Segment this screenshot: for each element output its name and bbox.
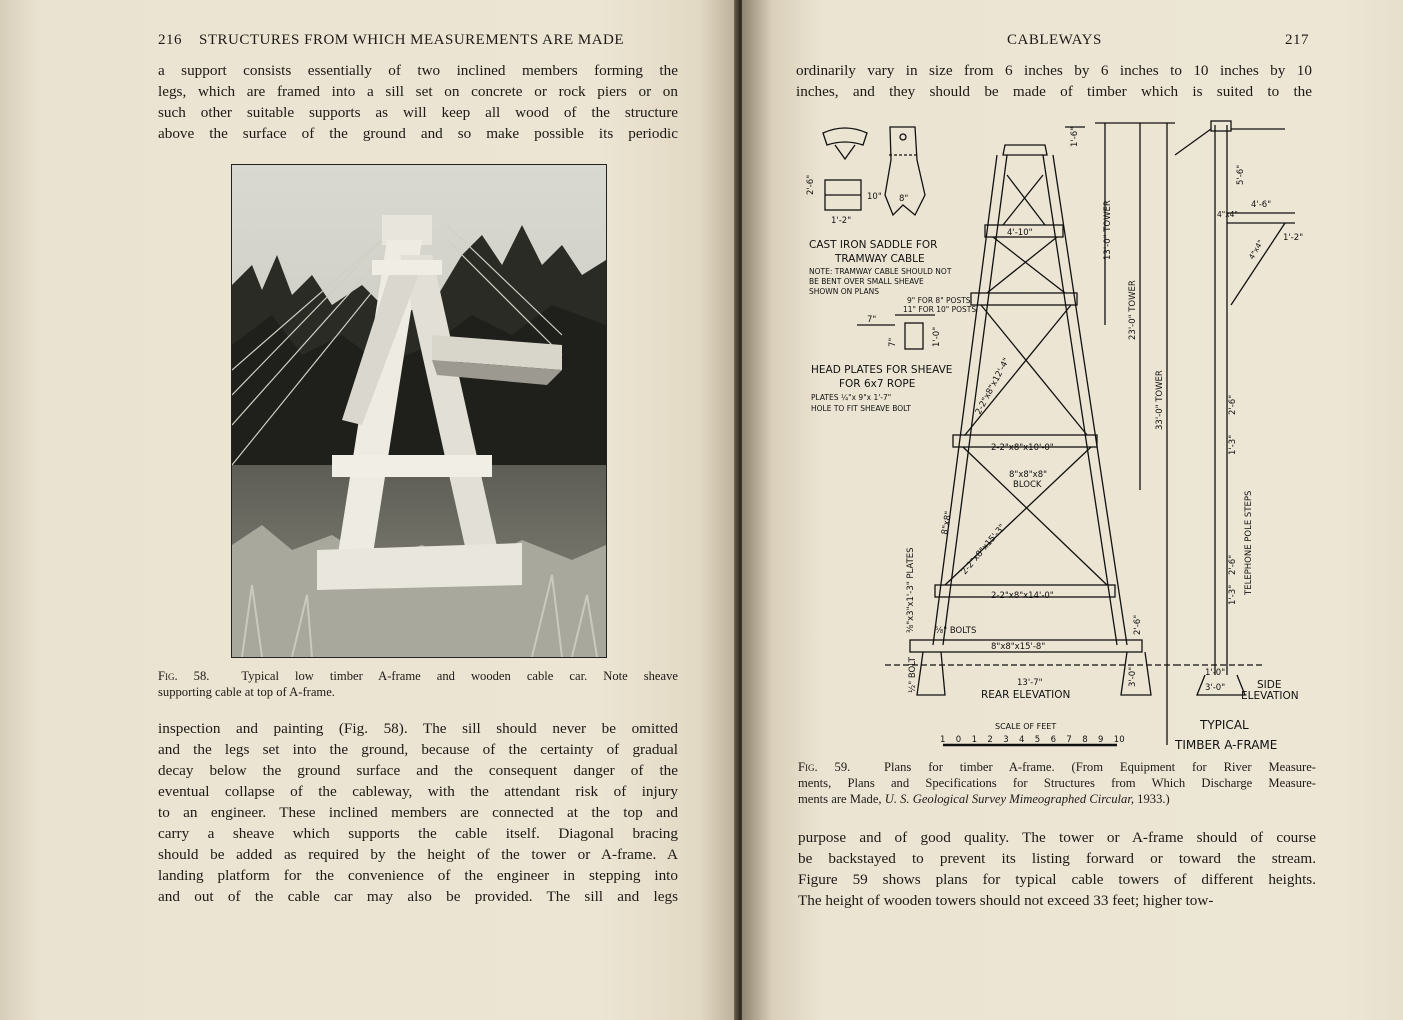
left-para-bottom — [158, 718, 678, 907]
dim-label: 4'-6" — [1251, 200, 1272, 210]
member-label: ⅝" BOLTS — [935, 626, 977, 636]
view-title: SIDE — [1257, 679, 1282, 691]
drawing-title: TRAMWAY CABLE — [835, 253, 925, 265]
dim-label: 1'-3" — [1228, 584, 1238, 605]
scale-tick-label: 2 — [987, 735, 993, 745]
drawing-note: SHOWN ON PLANS — [809, 287, 879, 296]
dim-label: 1'-2" — [831, 216, 852, 226]
text-line: eventual collapse of the cableway, with the attendant risk of injury — [158, 783, 678, 800]
drawing-title: CAST IRON SADDLE FOR — [809, 239, 938, 251]
member-label: 2-2"x8"x10'-0" — [991, 443, 1054, 453]
caption-line: Plans for timber A-frame. (From Equipment for River Measure- — [884, 760, 1317, 774]
text-line: landing platform for the convenience of the engineer in stepping into — [158, 867, 678, 884]
member-label: 8"x8"x15'-8" — [991, 642, 1046, 652]
member-label: BLOCK — [1013, 480, 1042, 490]
dim-label: 7" — [867, 315, 877, 325]
dim-label: 9" FOR 8" POSTS — [907, 296, 971, 305]
scale-tick-label: 1 — [940, 735, 946, 745]
figure-58-caption — [158, 668, 678, 700]
tower-height-label: 33'-0" TOWER — [1155, 370, 1165, 430]
scale-tick-label: 10 — [1113, 735, 1125, 745]
dim-label: 10" — [867, 192, 882, 202]
member-label: 2-2"x8"x14'-0" — [991, 591, 1054, 601]
text-line: and out of the cable car may also be provided. The sill and legs — [158, 888, 678, 905]
drawing-note: PLATES ¼"x 9"x 1'-7" — [811, 393, 892, 402]
dim-label: 1'-3" — [1228, 434, 1238, 455]
dim-label: 2'-6" — [1133, 614, 1143, 635]
text-line: inspection and painting (Fig. 58). The sill should never be omitted — [158, 720, 678, 737]
left-running-head: STRUCTURES FROM WHICH MEASUREMENTS ARE MADE — [199, 32, 625, 48]
figure-label: Fig. 59. — [798, 760, 851, 774]
view-title: REAR ELEVATION — [981, 689, 1071, 701]
timber-a-frame-plans-drawing — [795, 115, 1315, 755]
text-line: inches, and they should be made of timber which is suited to the — [796, 83, 1312, 100]
dim-label: 8" — [899, 194, 909, 204]
dim-label: 7" — [888, 337, 898, 347]
dim-label: 1'-6" — [1070, 126, 1080, 147]
text-line: and the legs set into the ground, because of the certainty of gradual — [158, 741, 678, 758]
caption-citation: U. S. Geological Survey Mimeographed Circular, — [884, 792, 1135, 806]
timber-a-frame-photo — [231, 164, 607, 658]
member-label: TELEPHONE POLE STEPS — [1244, 490, 1254, 595]
drawing-title: FOR 6x7 ROPE — [839, 378, 916, 390]
text-line: decay below the ground surface and the consequent danger of the — [158, 762, 678, 779]
dim-label: 5'-6" — [1236, 164, 1246, 185]
caption-line: Typical low timber A-frame and wooden cable car. Note sheave — [241, 669, 678, 683]
text-line: Figure 59 shows plans for typical cable towers of different heights. — [798, 871, 1316, 888]
figure-59-caption — [798, 759, 1316, 807]
tower-height-label: 13'-0" TOWER — [1103, 200, 1113, 260]
dim-label: 4'-10" — [1007, 228, 1033, 238]
dim-label: 3'-0" — [1128, 666, 1138, 687]
left-para-top — [158, 60, 678, 144]
text-line: legs, which are framed into a sill set on concrete or rock piers or on — [158, 83, 678, 100]
dim-label: 4"x4" — [1217, 210, 1238, 219]
caption-line: supporting cable at top of A-frame. — [158, 685, 335, 699]
member-label: 2-2"x8"x12'-4" — [973, 356, 1013, 417]
left-page-number: 216 — [158, 32, 182, 48]
drawing-note: BE BENT OVER SMALL SHEAVE — [809, 277, 924, 286]
text-line: The height of wooden towers should not exceed 33 feet; higher tow- — [798, 892, 1214, 909]
text-line: above the surface of the ground and so make possible its periodic — [158, 125, 678, 142]
text-line: such other suitable supports as will keep all wood of the structure — [158, 104, 678, 121]
text-line: purpose and of good quality. The tower or A-frame should of course — [798, 829, 1316, 846]
scale-tick-label: 8 — [1082, 735, 1088, 745]
drawing-title: TYPICAL — [1200, 718, 1249, 732]
text-line: carry a sheave which supports the cable itself. Diagonal bracing — [158, 825, 678, 842]
scale-title: SCALE OF FEET — [995, 722, 1057, 731]
text-line: should be added as required by the height of the tower or A-frame. A — [158, 846, 678, 863]
view-title: ELEVATION — [1241, 690, 1299, 702]
dim-label: 1'-2" — [1283, 233, 1304, 243]
drawing-title: TIMBER A-FRAME — [1175, 738, 1278, 752]
dim-label: 2'-6" — [1228, 394, 1238, 415]
drawing-note: HOLE TO FIT SHEAVE BOLT — [811, 404, 911, 413]
text-line: ordinarily vary in size from 6 inches by 6 inches to 10 inches by 10 — [796, 62, 1312, 79]
dim-label: 11" FOR 10" POSTS — [903, 305, 977, 314]
dim-label: 1'-0" — [1205, 668, 1226, 678]
photo-illustration — [232, 165, 606, 657]
member-label: ⅜"x3"x1'-3" PLATES — [906, 547, 916, 633]
scale-tick-label: 5 — [1034, 735, 1041, 745]
caption-line: ments are Made, — [798, 792, 882, 806]
text-line: be backstayed to prevent its listing forward or toward the stream. — [798, 850, 1316, 867]
right-para-top — [796, 60, 1312, 102]
scale-tick-label: 9 — [1098, 735, 1104, 745]
caption-line: 1933.) — [1137, 792, 1170, 806]
right-para-bottom — [798, 827, 1316, 911]
dim-label: ½" BOLT — [908, 657, 918, 693]
figure-label: Fig. 58. — [158, 669, 210, 683]
right-running-head: CABLEWAYS — [1007, 32, 1102, 48]
right-page-number: 217 — [1285, 32, 1309, 48]
scale-tick-label: 3 — [1003, 735, 1009, 745]
dim-label: 2'-6" — [1228, 554, 1238, 575]
dim-label: 4"x4" — [1246, 238, 1266, 261]
scale-bar — [940, 735, 1125, 745]
scale-tick-label: 6 — [1050, 735, 1057, 745]
caption-line: ments, Plans and Specifications for Structures from Which Discharge Measure- — [798, 776, 1316, 790]
text-line: a support consists essentially of two inclined members forming the — [158, 62, 678, 79]
scale-tick-label: 4 — [1019, 735, 1025, 745]
scale-tick-label: 7 — [1066, 735, 1072, 745]
member-label: 2-2"x8"x15'-3" — [959, 522, 1008, 577]
scale-tick-label: 1 — [971, 735, 978, 745]
dim-label: 1'-0" — [932, 326, 942, 347]
dim-label: 3'-0" — [1205, 683, 1226, 693]
drawing-note: NOTE: TRAMWAY CABLE SHOULD NOT — [809, 267, 952, 276]
scale-tick-label: 0 — [955, 735, 962, 745]
tower-height-label: 23'-0" TOWER — [1128, 280, 1138, 340]
member-label: 8"x8" — [940, 510, 955, 536]
dim-label: 2'-6" — [806, 174, 816, 195]
dim-label: 13'-7" — [1017, 678, 1043, 688]
drawing-title: HEAD PLATES FOR SHEAVE — [811, 364, 953, 376]
member-label: 8"x8"x8" — [1009, 470, 1048, 480]
text-line: to an engineer. These inclined members are connected at the top and — [158, 804, 678, 821]
